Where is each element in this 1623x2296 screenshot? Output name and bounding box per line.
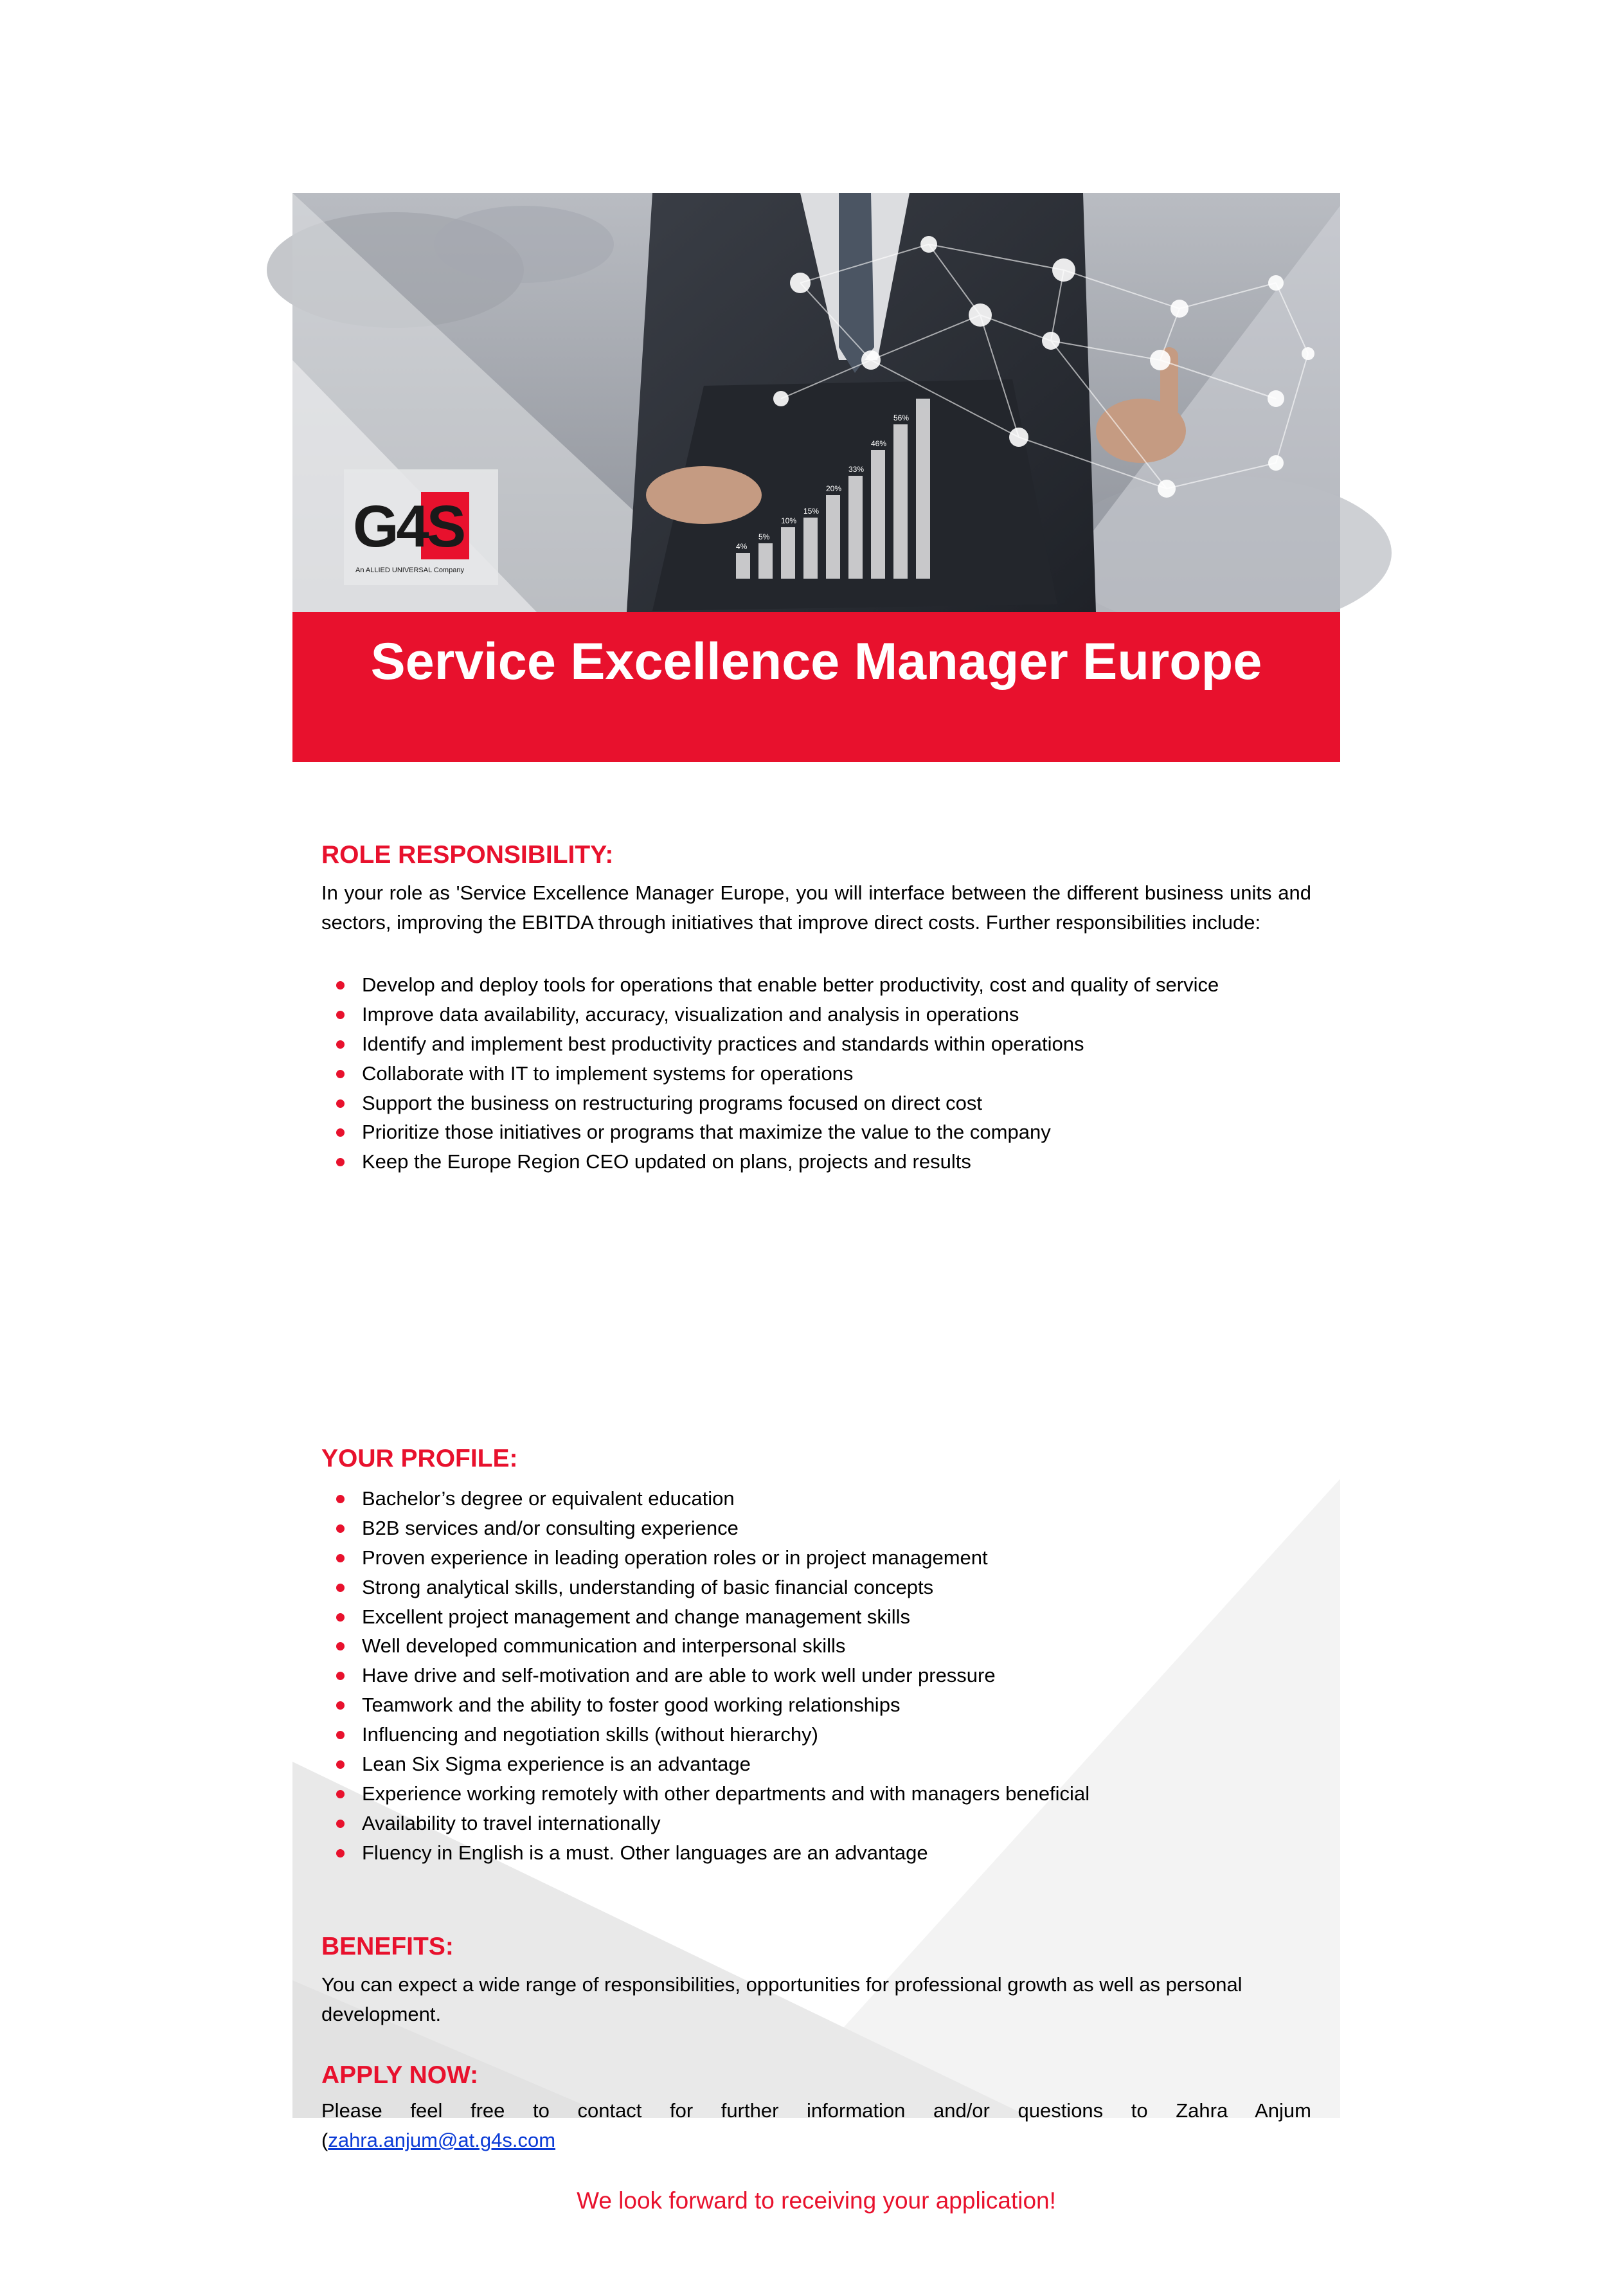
chart-label: 33%: [848, 465, 865, 474]
list-item: Availability to travel internationally: [321, 1809, 1089, 1838]
bullet-icon: [336, 1554, 345, 1562]
apply-heading: APPLY NOW:: [321, 2061, 479, 2089]
list-item: B2B services and/or consulting experience: [321, 1514, 1089, 1543]
list-item: Have drive and self-motivation and are able to work well under pressure: [321, 1661, 1089, 1690]
logo-tagline: An ALLIED UNIVERSAL Company: [355, 566, 464, 574]
list-item: Experience working remotely with other departments and with managers beneficial: [321, 1779, 1089, 1809]
page-title: Service Excellence Manager Europe: [370, 633, 1262, 691]
list-item: Prioritize those initiatives or programs that maximize the value to the company: [321, 1117, 1219, 1147]
chart-label: 20%: [826, 484, 842, 493]
apply-contact: (zahra.anjum@at.g4s.com: [321, 2129, 556, 2151]
bullet-icon: [336, 1790, 345, 1798]
role-heading: ROLE RESPONSIBILITY:: [321, 841, 614, 869]
list-item: Collaborate with IT to implement systems for operations: [321, 1059, 1219, 1089]
bullet-icon: [336, 1128, 345, 1137]
bullet-icon: [336, 1820, 345, 1828]
chart-label: 5%: [758, 532, 770, 541]
bullet-icon: [336, 1158, 345, 1166]
profile-heading: YOUR PROFILE:: [321, 1445, 518, 1472]
chart-label: 56%: [893, 413, 910, 422]
list-item: Excellent project management and change management skills: [321, 1602, 1089, 1632]
bullet-icon: [336, 1495, 345, 1503]
bullet-icon: [336, 1731, 345, 1739]
list-item: Well developed communication and interpersonal skills: [321, 1631, 1089, 1661]
bullet-icon: [336, 1070, 345, 1078]
job-posting-card: [292, 193, 1340, 2214]
bullet-icon: [336, 1011, 345, 1019]
bullet-icon: [336, 1524, 345, 1533]
bullet-icon: [336, 1849, 345, 1858]
bullet-icon: [336, 1760, 345, 1769]
list-item: Strong analytical skills, understanding of basic financial concepts: [321, 1573, 1089, 1602]
benefits-heading: BENEFITS:: [321, 1933, 454, 1960]
list-item: Develop and deploy tools for operations that enable better productivity, cost and quality of service: [321, 970, 1219, 1000]
list-item: Improve data availability, accuracy, visualization and analysis in operations: [321, 1000, 1219, 1029]
g4s-logo: [344, 469, 498, 585]
profile-list: [321, 1484, 1089, 1868]
benefits-text: You can expect a wide range of responsibilities, opportunities for professional growth as well as personal development.: [321, 1973, 1242, 2025]
bullet-icon: [336, 1584, 345, 1592]
closing-message: We look forward to receiving your application!: [577, 2187, 1056, 2214]
role-intro: In your role as 'Service Excellence Manager Europe, you will interface between the different business units and sectors, improving the EBITDA through initiatives that improve direct costs. Further responsibilities include:: [321, 881, 1311, 934]
chart-label: 46%: [871, 439, 887, 448]
list-item: Teamwork and the ability to foster good working relationships: [321, 1690, 1089, 1720]
chart-label: 10%: [781, 516, 797, 525]
list-item: Influencing and negotiation skills (without hierarchy): [321, 1720, 1089, 1749]
bullet-icon: [336, 1701, 345, 1710]
apply-text: Please feel free to contact for further information and/or questions to Zahra Anjum: [321, 2099, 1311, 2122]
list-item: Identify and implement best productivity practices and standards within operations: [321, 1029, 1219, 1059]
bullet-icon: [336, 1613, 345, 1622]
role-list: [321, 970, 1219, 1177]
bullet-icon: [336, 1672, 345, 1680]
list-item: Keep the Europe Region CEO updated on plans, projects and results: [321, 1147, 1219, 1177]
bullet-icon: [336, 1040, 345, 1049]
list-item: Proven experience in leading operation roles or in project management: [321, 1543, 1089, 1573]
list-item: Bachelor’s degree or equivalent education: [321, 1484, 1089, 1514]
list-item: Support the business on restructuring programs focused on direct cost: [321, 1089, 1219, 1118]
chart-label: 4%: [736, 542, 748, 551]
logo-text: G4S: [353, 494, 464, 559]
list-item: Lean Six Sigma experience is an advantage: [321, 1749, 1089, 1779]
bullet-icon: [336, 1099, 345, 1108]
list-item: Fluency in English is a must. Other languages are an advantage: [321, 1838, 1089, 1868]
bullet-icon: [336, 981, 345, 990]
chart-label: 15%: [803, 507, 820, 516]
email-link[interactable]: zahra.anjum@at.g4s.com: [328, 2129, 556, 2151]
title-banner: [292, 612, 1340, 762]
bullet-icon: [336, 1642, 345, 1650]
